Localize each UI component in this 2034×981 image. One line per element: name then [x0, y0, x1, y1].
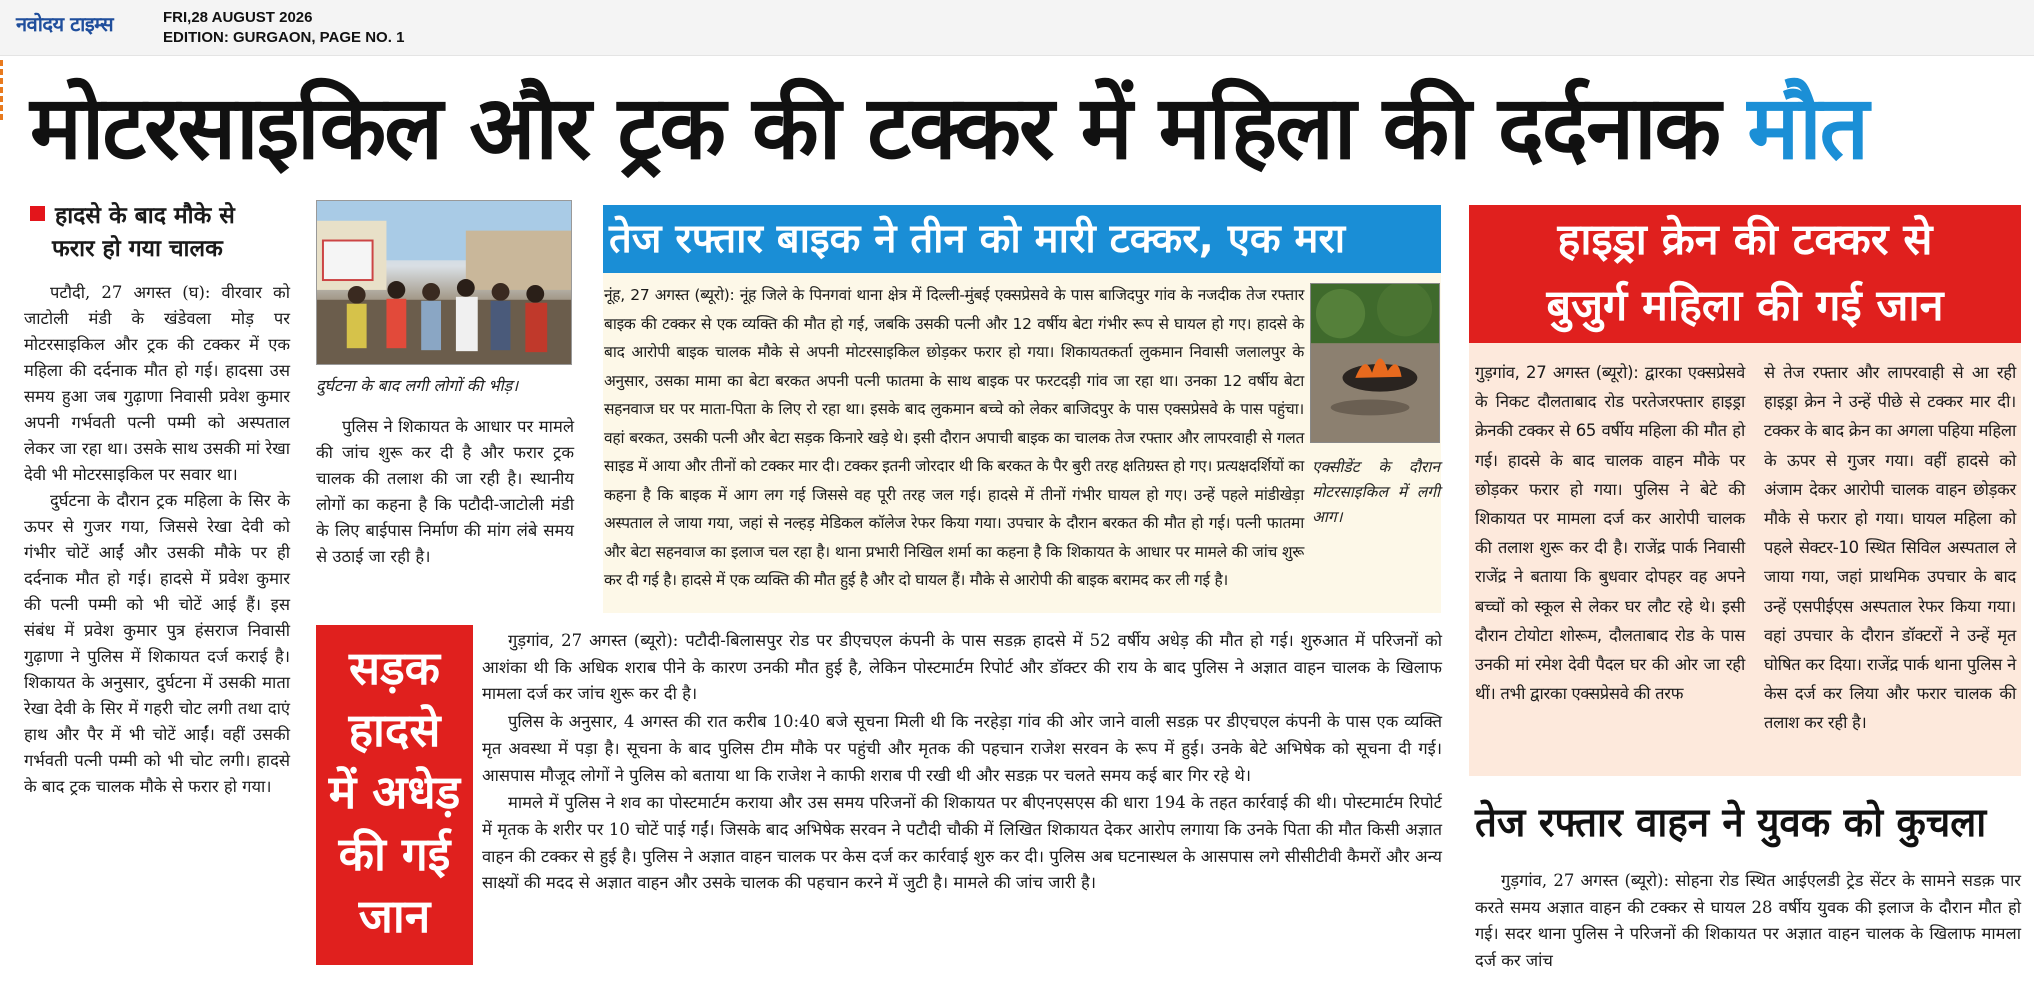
side-headline-line: हादसे — [348, 703, 441, 757]
bike-story-body: नूंह, 27 अगस्त (ब्यूरो): नूंह जिले के पिनगवां थाना क्षेत्र में दिल्ली-मुंबई एक्सप्रेसवे के पास बाजिदपुर गांव के नजदीक तेज रफ्तार बाइक की टक्कर से एक व्यक्ति की मौत हो गई, जबकि उसकी पत्नी और 12 वर्षीय बेटा गंभीर रूप से घायल हो गए। हादसे के बाद आरोपी बाइक चालक मौके से अपनी मोटरसाइकिल छोड़कर फरार हो गया। शिकायतकर्ता लुकमान निवासी जलालपुर के अनुसार, उसका मामा का बेटा बरकत अपनी पत्नी फातमा के साथ बाइक पर फरटदड़ी गांव जा रहा था। उनका 12 वर्षीय बेटा सहनवाज घर पर माता-पिता के लिए रो रहा था। इसके बाद लुकमान बच्चे को लेकर बाजिदपुर के पास एक्सप्रेसवे के पास पहुंचा। वहां बरकत, उसकी पत्नी और बेटा सड़क किनारे खड़े थे। इसी दौरान अपाची बाइक का चालक तेज रफ्तार और लापरवाही से गलत साइड में आया और तीनों को टक्कर मार दी। टक्कर इतनी जोरदार थी कि बरकत के पैर बुरी तरह क्षतिग्रस्त हो गए। प्रत्यक्षदर्शियों का कहना है कि बाइक में आग लग गई जिससे वह पूरी तरह जल गई। हादसे में तीनों गंभीर घायल हो गए। उन्हें पहले मांडीखेड़ा अस्पताल ले जाया गया, जहां से नल्हड़ मेडिकल कॉलेज रेफर किया गया। उपचार के दौरान बरकत की मौत हो गई। पत्नी फातमा और बेटा सहनवाज का इलाज चल रहा है। थाना प्रभारी निखिल शर्मा का कहना है कि शिकायत के आधार पर मामले की जांच शुरू कर दी गई है। हादसे में एक व्यक्ति की मौत हुई है और दो घायल हैं। मौके से आरोपी की बाइक बरामद कर ली गई है। — [604, 286, 1305, 589]
road-story-paragraph-2: पुलिस के अनुसार, 4 अगस्त की रात करीब 10:40 बजे सूचना मिली थी कि नरहेड़ा गांव की ओर जाने वाली सडक़ पर डीएचएल कंपनी के पास एक व्यक्ति मृत अवस्था में पड़ा है। सूचना के बाद पुलिस टीम मौके पर पहुंची और मृतक की पहचान राजेश सरवन के रूप में हुई। उनके बेटे अभिषेक को सूचना दी गई। आसपास मौजूद लोगों ने पुलिस को बताया था कि राजेश ने काफी शराब पी रखी थी और सडक़ पर चलते समय कई बार गिर रहे थे। — [482, 712, 1442, 785]
crane-headline-line-1: हाइड्रा क्रेन की टक्कर से — [1557, 215, 1933, 265]
youth-story-headline: तेज रफ्तार वाहन ने युवक को कुचला — [1475, 800, 1987, 846]
main-subheadline — [30, 200, 292, 266]
side-headline-line: की गई — [338, 827, 451, 881]
main-story-paragraph-3: पुलिस ने शिकायत के आधार पर मामले की जांच शुरू कर दी है और फरार ट्रक चालक की तलाश की जा रही है। स्थानीय लोगों का कहना है कि पटौदी-जाटोली मंडी के लिए बाईपास निर्माण की मांग लंबे समय से उठाई जा रही है। — [316, 417, 574, 566]
crane-story-headline — [1469, 205, 2021, 343]
youth-story-paragraph: गुड़गांव, 27 अगस्त (ब्यूरो): सोहना रोड स्थित आईएलडी ट्रेड सेंटर के सामने सडक़ पार करते समय अज्ञात वाहन की टक्कर से घायल 28 वर्षीय युवक की इलाज के दौरान मौत हो गई। सदर थाना पुलिस ने परिजनों की शिकायत पर अज्ञात वाहन चालक के खिलाफ मामला दर्ज कर जांच — [1475, 871, 2021, 970]
page-edge-marker — [0, 60, 10, 120]
bullet-square-icon — [30, 206, 45, 221]
main-headline-accent: मौत — [1747, 76, 1868, 179]
bike-story-headline: तेज रफ्तार बाइक ने तीन को मारी टक्कर, एक मरा — [603, 205, 1441, 273]
date-line: FRI,28 AUGUST 2026 — [163, 9, 313, 26]
side-headline-line: में अधेड़ — [328, 765, 461, 819]
crane-story-column-1: गुड़गांव, 27 अगस्त (ब्यूरो): द्वारका एक्सप्रेसवे के निकट दौलताबाद रोड परतेजरफ्तार हाइड्रा क्रेनकी टक्कर से 65 वर्षीय महिला की मौत हो गई। हादसे के बाद चालक वाहन मौके पर छोड़कर फरार हो गया। पुलिस ने बेटे की शिकायत पर मामला दर्ज कर आरोपी चालक की तलाश शुरू कर दी है। राजेंद्र पार्क निवासी राजेंद्र ने बताया कि बुधवार दोपहर वह अपने बच्चों को स्कूल से लेकर घर लौट रहे थे। इसी दौरान टोयोटा शोरूम, दौलताबाद रोड के पास उनकी मां रमेश देवी पैदल घर की ओर जा रही थीं। तभी द्वारका एक्सप्रेसवे की तरफ — [1475, 363, 1745, 704]
side-headline-line: सड़क — [348, 641, 441, 695]
youth-story-body — [1475, 868, 2021, 974]
road-accident-side-headline — [316, 625, 473, 965]
subhead-line-2: फरार हो गया चालक — [52, 236, 223, 262]
edition-info — [163, 8, 404, 48]
crane-story-column-2: से तेज रफ्तार और लापरवाही से आ रही हाइड्रा क्रेन ने उन्हें पीछे से टक्कर मार दी। टक्कर के बाद क्रेन का अगला पहिया महिला के ऊपर से गुजर गया। वहीं हादसे को अंजाम देकर आरोपी चालक वाहन छोड़कर मौके से फरार हो गया। घायल महिला को पहले सेक्टर-10 स्थित सिविल अस्पताल ले जाया गया, जहां प्राथमिक उपचार के बाद उन्हें एसपीईएस अस्पताल रेफर किया गया। वहां उपचार के दौरान डॉक्टरों ने उन्हें मृत घोषित कर दिया। राजेंद्र पार्क थाना पुलिस ने केस दर्ज कर लिया और फरार चालक की तलाश कर रही है। — [1764, 363, 2016, 733]
photo-caption-crowd: दुर्घटना के बाद लगी लोगों की भीड़। — [316, 376, 519, 395]
main-story-column-2 — [316, 414, 574, 570]
road-story-paragraph-1: गुड़गांव, 27 अगस्त (ब्यूरो): पटौदी-बिलासपुर रोड पर डीएचएल कंपनी के पास सडक़ हादसे में 52 वर्षीय अधेड़ की मौत हो गई। शुरुआत में परिजनों को आशंका थी कि अधिक शराब पीने के कारण उनकी मौत हुई है, लेकिन पोस्टमार्टम रिपोर्ट और डॉक्टर की राय के बाद पुलिस ने अज्ञात वाहन चालक के खिलाफ मामला दर्ज कर जांच शुरू कर दी है। — [482, 631, 1442, 704]
accident-crowd-photo — [316, 200, 572, 365]
edition-line: EDITION: GURGAON, PAGE NO. 1 — [163, 29, 405, 46]
main-story-paragraph-2: दुर्घटना के दौरान ट्रक महिला के सिर के ऊपर से गुजर गया, जिससे रेखा देवी को गंभीर चोटें आईं और उसकी मौके पर ही दर्दनाक मौत हो गई। हादसे में प्रवेश कुमार की पत्नी पम्मी को भी चोटें आई हैं। इस संबंध में प्रवेश कुमार पुत्र हंसराज निवासी गुढ़ाणा ने पुलिस में शिकायत दर्ज कराई है। शिकायत के अनुसार, दुर्घटना में उसकी माता रेखा देवी के सिर में गहरी चोट लगी तथा दाएं हाथ और पैर में भी चोटें आईं। वहीं उसकी गर्भवती पत्नी पम्मी को भी चोट लगी। हादसे के बाद ट्रक चालक मौके से फरार हो गया। — [24, 491, 290, 796]
main-story-paragraph-1: पटौदी, 27 अगस्त (घ): वीरवार को जाटोली मंडी के खंडेवला मोड़ पर मोटरसाइकिल और ट्रक की टक्कर में एक महिला की दर्दनाक मौत हो गई। हादसा उस समय हुआ जब गुढ़ाणा निवासी प्रवेश कुमार अपनी गर्भवती पत्नी पम्मी को अस्पताल लेकर जा रहा था। उसके साथ उसकी मां रेखा देवी भी मोटरसाइकिल पर सवार था। — [24, 283, 290, 484]
photo-caption-fire: एक्सीडेंट के दौरान मोटरसाइकिल में लगी आग। — [1312, 458, 1440, 526]
subhead-line-1: हादसे के बाद मौके से — [55, 203, 235, 229]
crane-headline-line-2: बुजुर्ग महिला की गई जान — [1546, 281, 1944, 331]
main-story-column-1 — [24, 280, 290, 800]
main-headline-text: मोटरसाइकिल और ट्रक की टक्कर में महिला की दर्दनाक — [30, 76, 1720, 179]
road-story-paragraph-3: मामले में पुलिस ने शव का पोस्टमार्टम कराया और उस समय परिजनों की शिकायत पर बीएनएसएस की धारा 194 के तहत कार्रवाई की थी। पोस्टमार्टम रिपोर्ट में मृतक के शरीर पर 10 चोटें पाई गईं। जिसके बाद अभिषेक सरवन ने पटौदी चौकी में लिखित शिकायत देकर आरोप लगाया कि उनके पिता की मौत किसी अज्ञात वाहन की टक्कर से हुई है। पुलिस ने अज्ञात वाहन चालक पर केस दर्ज कर कार्रवाई शुरु कर दी। पुलिस अब घटनास्थल के आसपास लगे सीसीटीवी कैमरों और अन्य साक्ष्यों की मदद से अज्ञात वाहन और उसके चालक की पहचान करने में जुटी है। मामले की जांच जारी है। — [482, 793, 1442, 893]
masthead-bar — [0, 0, 2034, 56]
main-headline — [30, 68, 2000, 188]
road-story-body — [482, 628, 1442, 898]
burning-motorcycle-photo — [1310, 283, 1440, 443]
newspaper-logo[interactable]: नवोदय टाइम्स — [16, 12, 114, 36]
side-headline-line: जान — [358, 889, 431, 943]
